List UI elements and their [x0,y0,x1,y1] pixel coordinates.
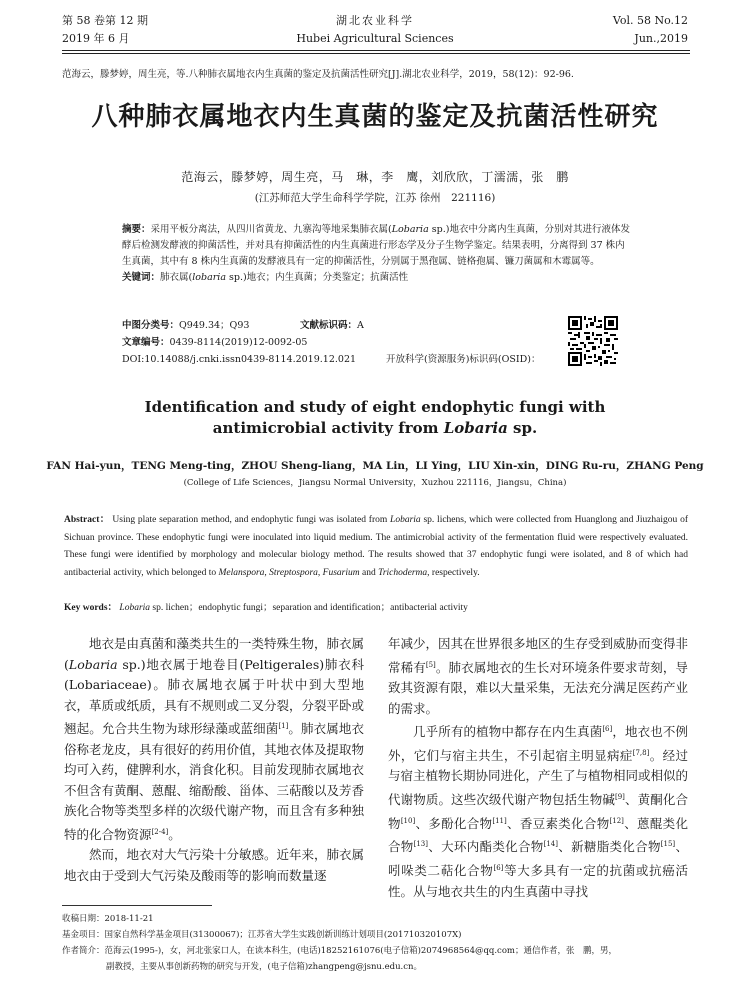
abstract-en-g2: Melanspora [218,567,265,578]
citation-ref[interactable]: [6] [493,863,504,872]
abstract-en-g4: Fusarium [322,567,360,578]
abstract-cn-label: 摘要： [122,224,151,235]
text-run: 、多酚化合物 [415,815,493,831]
citation-ref[interactable]: [12] [609,816,624,825]
body-right-column [388,634,688,902]
abstract-en-t2: sp. lichens, which were collected from Huanglong and Jiuzhaigou of Sichuan province. These endophytic fungi were inoculated into liquid medium. The antimicrobial activity of the fermentation fluid were respectively evaluated. These fungi were identified by morphology and molecular biology method. The results showed that 37 endophytic fungi were isolated, and 8 of which had antibacterial activity, which belonged to [64,515,688,578]
body-left-paragraph-2: 然而，地衣对大气污染十分敏感。近年来，肺衣属地衣由于受到大气污染及酸雨等的影响而数量逐 [64,847,365,883]
abstract-en-t1: Using plate separation method, and endophytic fungi was isolated from [109,515,391,525]
clc-value: Q949.34；Q93 [179,320,250,331]
footnote-author-2: 副教授，主要从事创新药物的研究与开发，(电子信箱)zhangpeng@jsnu.edu.cn。 [106,962,422,972]
keywords-en-g1: Lobaria [119,603,151,613]
clc-label: 中图分类号： [122,320,180,331]
footnote-author-1: 作者简介：范海云(1995-)，女，河北张家口人，在读本科生，(电话)18252161076(电子信箱)2074968564@qq.com；通信作者，张 鹏，男， [62,946,617,956]
abstract-en-s1: , [264,567,270,578]
text-run: 、蒽醌类化合物 [388,815,688,855]
keywords-en-label: Key words： [64,603,118,613]
body-right-paragraph-1 [388,634,688,719]
text-run: 。 [168,826,181,842]
header-journal-en: Hubei Agricultural Sciences [296,32,454,45]
header-date-en: Jun.,2019 [634,32,688,45]
abstract-en-g5: Trichoderma [378,567,428,578]
citation: 范海云，滕梦婷，周生亮，等.八种肺衣属地衣内生真菌的鉴定及抗菌活性研究[J].湖北农业科学，2019，58(12)：92-96. [62,69,574,80]
article-no-label: 文章编号： [122,337,170,348]
body-left-paragraph-1 [64,634,364,845]
authors-cn: 范海云，滕梦婷，周生亮，马 琳，李 鹰，刘欣欣，丁濡濡，张 鹏 [181,170,569,184]
header-journal-cn: 湖北农业科学 [336,14,414,27]
body-left-column [64,634,364,886]
abstract-en-g1: Lobaria [390,515,421,525]
citation-ref[interactable]: [6] [602,725,613,734]
keywords-cn-text-b: sp.)地衣；内生真菌；分类鉴定；抗菌活性 [225,272,409,283]
osid-label: 开放科学(资源服务)标识码(OSID)： [386,354,541,365]
citation-ref[interactable]: [1] [278,722,289,730]
keywords-en [64,600,688,616]
keywords-cn-label: 关键词： [122,272,161,283]
footnote-rule [62,905,212,906]
doc-code [300,318,364,334]
text-run: 、黄酮化合物 [388,792,688,831]
abstract-en-label: Abstract： [64,515,110,525]
text-run: Lobaria [68,656,118,672]
affiliation-en: (College of Life Sciences，Jiangsu Normal University，Xuzhou 221116，Jiangsu，China) [183,478,567,488]
title-cn: 八种肺衣属地衣内生真菌的鉴定及抗菌活性研究 [91,102,659,132]
citation-ref[interactable]: [7,8] [632,748,650,757]
citation-ref[interactable]: [13] [413,840,428,849]
citation-ref[interactable]: [5] [425,660,436,669]
text-run: 、香豆素类化合物 [506,815,610,831]
citation-ref[interactable]: [11] [492,816,507,825]
text-run: 几乎所有的植物中都存在内生真菌 [413,724,603,740]
text-run: 。肺衣属地衣的生长对环境条件要求苛刻，导致其资源有限，难以大量采集，无法充分满足医药产业的需求。 [388,659,689,716]
title-en [0,397,750,439]
text-run: 、大环内酯类化合物 [428,839,544,855]
text-run: ，地衣也不例外，它们与宿主共生，不引起宿主明显病症 [388,724,688,763]
text-run: 地衣是由真菌和藻类共生的一类特殊生物，肺衣属( [64,636,365,672]
authors-en: FAN Hai-yun，TENG Meng-ting，ZHOU Sheng-liang，MA Lin，LI Ying，LIU Xin-xin，DING Ru-ru，ZHANG Peng [46,460,704,472]
doc-code-label: 文献标识码： [300,320,358,331]
keywords-cn-genus: lobaria [192,272,226,283]
text-run: 。肺衣属地衣俗称老龙皮，具有很好的药用价值，其地衣体及提取物均可入药，健脾利水，消食化积。目前发现肺衣属地衣不但含有黄酮、蒽醌、缩酚酸、甾体、三萜酸以及芳香族化合物等类型多样的次级代谢产物，而且含有多种独特的化合物资源 [64,721,365,842]
title-en-line2-a: antimicrobial activity from [212,419,444,437]
citation-ref[interactable]: [10] [400,816,416,825]
qr-code-icon [568,316,618,366]
text-run: sp.)地衣属于地卷目(Peltigerales)肺衣科(Lobariaceae)。肺衣属地衣属于叶状中到大型地衣，革质或纸质，具有不规则或二叉分裂，分裂平卧或翘起。允合共生物为球形绿藻或蓝细菌 [64,656,365,737]
header-date-cn: 2019 年 6 月 [62,32,130,45]
body-right-paragraph-2 [388,719,688,902]
header-rule-bottom [62,53,690,54]
header-volume-en: Vol. 58 No.12 [612,14,688,27]
clc [122,318,249,334]
abstract-cn [122,222,632,286]
citation-ref[interactable]: [9] [615,792,625,801]
abstract-en-s2: , [317,567,323,578]
footnote-received: 收稿日期：2018-11-21 [62,914,154,924]
text-run: 。经过与宿主植物长期协同进化，产生了与植物相同或相似的代谢物质。这些次级代谢产物包括生物碱 [388,747,689,808]
abstract-en-t3: , respectively. [427,567,480,578]
citation-ref[interactable]: [15] [660,840,676,849]
abstract-en-s3: and [359,567,379,578]
doc-code-value: A [357,320,364,331]
abstract-en [64,512,688,582]
affiliation-cn: (江苏师范大学生命科学学院，江苏 徐州 221116) [254,192,496,204]
article-no-value: 0439-8114(2019)12-0092-05 [169,337,308,348]
abstract-cn-text-b: sp.)地衣中分离内生真菌，分别对其进行液体发酵后检测发酵液的抑菌活性，并对具有抑菌活性的内生真菌进行形态学及分子生物学鉴定。结果表明，分离得到 37 株内生真菌，其中有 8 株内生真菌的发酵液具有一定的抑菌活性，分别属于黑孢属、链格孢属、镰刀菌属和木霉属等。 [122,224,630,267]
text-run: 、吲哚类二萜化合物 [388,839,688,879]
title-en-genus: Lobaria [443,419,508,437]
article-no [122,335,307,351]
text-run: 年减少，因其在世界很多地区的生存受到威胁而变得非常稀有 [388,636,689,675]
text-run: 、新糖脂类化合物 [557,839,661,855]
header-rule-top [62,50,690,51]
citation-ref[interactable]: [2-4] [151,827,169,836]
header-volume-cn: 第 58 卷第 12 期 [62,14,148,27]
abstract-cn-text-a: 采用平板分离法，从四川省黄龙、九寨沟等地采集肺衣属( [150,224,392,235]
title-en-line2-b: sp. [507,419,538,437]
citation-ref[interactable]: [14] [543,840,558,849]
text-run: 等大多具有一定的抗菌或抗癌活性。从与地衣共生的内生真菌中寻找 [388,863,688,899]
abstract-cn-genus: Lobaria [391,224,429,235]
title-en-line1: Identification and study of eight endophytic fungi with [144,398,606,416]
doi: DOI:10.14088/j.cnki.issn0439-8114.2019.12.021 [122,354,357,365]
footnote-fund: 基金项目：国家自然科学基金项目(31300067)；江苏省大学生实践创新训练计划项目(201710320107X) [62,930,462,940]
keywords-cn-text-a: 肺衣属( [160,272,193,283]
keywords-en-t1: sp. lichen；endophytic fungi；separation and identification；antibacterial activity [150,603,468,613]
abstract-en-g3: Streptospora [269,567,318,578]
